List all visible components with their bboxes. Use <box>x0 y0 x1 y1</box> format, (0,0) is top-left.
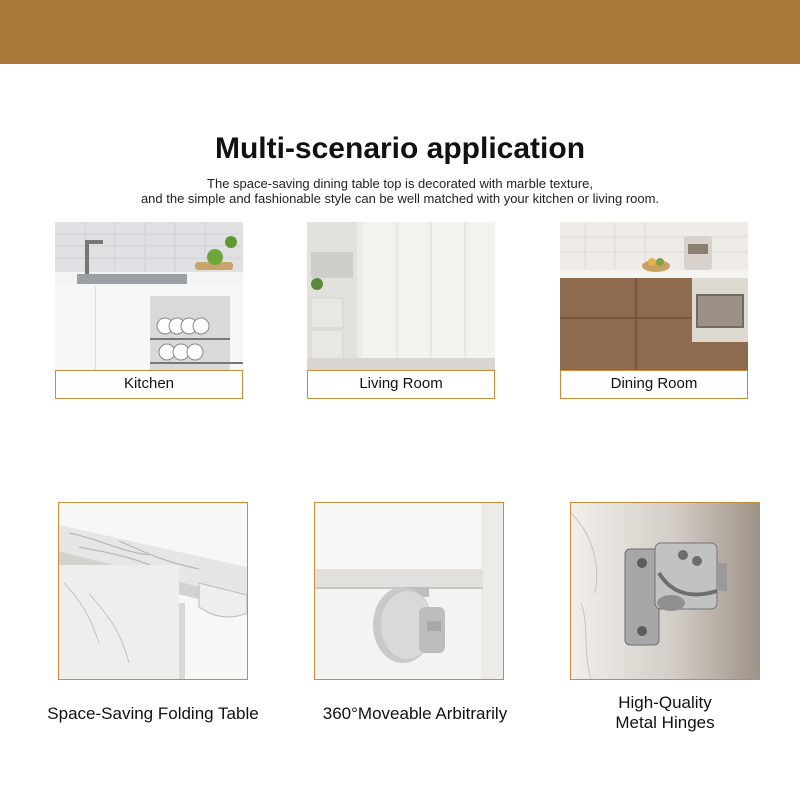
caption-folding-table <box>28 704 278 724</box>
caster-wheel-detail-image <box>314 502 504 680</box>
page-title: Multi-scenario application <box>214 132 586 165</box>
caption-folding-table-text: Space-Saving Folding Table <box>47 704 259 723</box>
caption-hinges <box>555 693 775 733</box>
subtitle-line-2: and the simple and fashionable style can be well matched with your kitchen or living room. <box>140 191 660 206</box>
living-room-scene-image <box>307 222 495 370</box>
caption-hinges-line-1: High-Quality <box>618 693 712 712</box>
kitchen-scene-image <box>55 222 243 370</box>
subtitle-line-1: The space-saving dining table top is decorated with marble texture, <box>207 176 593 191</box>
scene-label-kitchen: Kitchen <box>55 370 243 399</box>
folding-table-detail-image <box>58 502 248 680</box>
dining-room-scene-image <box>560 222 748 370</box>
scene-label-dining-room: Dining Room <box>560 370 748 399</box>
caption-caster <box>290 704 540 724</box>
caption-hinges-line-2: Metal Hinges <box>615 713 715 732</box>
scene-label-living-room: Living Room <box>307 370 495 399</box>
page-subtitle <box>0 176 800 206</box>
top-color-band <box>0 0 800 64</box>
metal-hinge-detail-image <box>570 502 760 680</box>
caption-caster-text: 360°Moveable Arbitrarily <box>322 704 508 723</box>
